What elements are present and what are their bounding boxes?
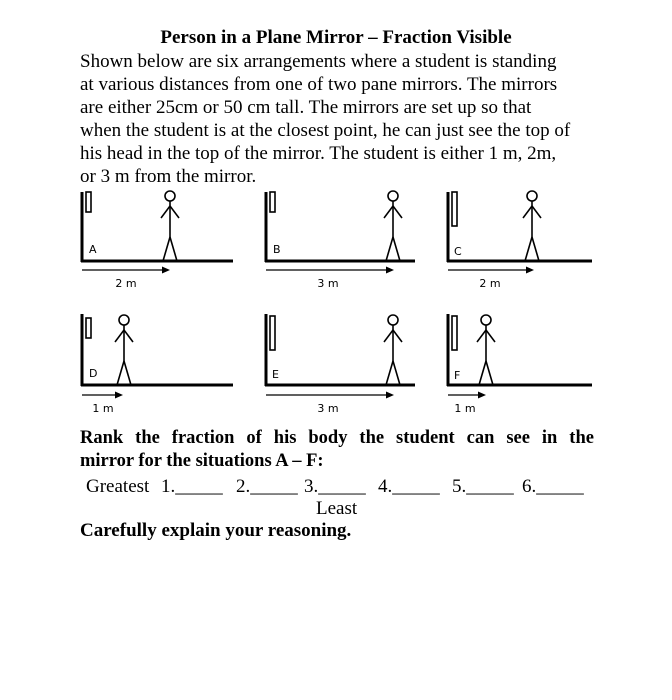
- diagram-label: A: [89, 243, 97, 256]
- least-label: Least: [316, 498, 358, 519]
- rank-slot-4[interactable]: 4._____: [378, 476, 440, 497]
- question-word: his: [273, 428, 297, 448]
- distance-label: 3 m: [317, 277, 339, 290]
- diagram-label: B: [273, 243, 281, 256]
- question-line-2: mirror for the situations A – F:: [80, 451, 324, 471]
- student-figure: [477, 315, 495, 385]
- rank-slot-6[interactable]: 6._____: [522, 476, 584, 497]
- question-word: see: [506, 428, 530, 448]
- question-word: fraction: [171, 428, 235, 448]
- distance-arrow: [82, 392, 123, 399]
- intro-line: Shown below are six arrangements where a student is standing: [80, 51, 557, 72]
- question-word: the: [135, 428, 160, 448]
- distance-arrow: [266, 267, 394, 274]
- mirror: [270, 192, 275, 212]
- diagram-label: C: [454, 245, 462, 258]
- student-figure: [161, 191, 179, 261]
- distance-label: 3 m: [317, 402, 339, 415]
- explain-instruction: Carefully explain your reasoning.: [80, 520, 352, 541]
- distance-label: 1 m: [454, 402, 476, 415]
- mirror: [86, 318, 91, 338]
- question-word: the: [359, 428, 385, 448]
- question-word: Rank: [80, 428, 124, 448]
- rank-slot-1[interactable]: 1._____: [161, 476, 223, 497]
- question-word: of: [246, 428, 262, 448]
- diagram-a: [81, 191, 233, 290]
- question-word: in: [541, 428, 558, 448]
- distance-label: 2 m: [479, 277, 501, 290]
- question-word: student: [396, 428, 455, 448]
- intro-line: his head in the top of the mirror. The student is either 1 m, 2m,: [80, 143, 557, 164]
- ranking-question: [80, 427, 594, 473]
- page-title: Person in a Plane Mirror – Fraction Visible: [160, 27, 512, 48]
- question-word: can: [466, 428, 495, 448]
- mirror: [86, 192, 91, 212]
- distance-arrow: [448, 392, 486, 399]
- distance-label: 2 m: [115, 277, 137, 290]
- diagram-label: E: [272, 368, 279, 381]
- question-word: the: [569, 428, 594, 448]
- diagram-d: [81, 314, 233, 415]
- distance-label: 1 m: [92, 402, 114, 415]
- question-line-1: [80, 427, 594, 450]
- student-figure: [523, 191, 541, 261]
- distance-arrow: [448, 267, 534, 274]
- diagram-label: D: [89, 367, 98, 380]
- greatest-label: Greatest: [86, 476, 150, 497]
- rank-slot-2[interactable]: 2._____: [236, 476, 298, 497]
- diagram-b: [265, 191, 415, 290]
- distance-arrow: [82, 267, 170, 274]
- intro-line: or 3 m from the mirror.: [80, 166, 257, 187]
- distance-arrow: [266, 392, 394, 399]
- diagram-f: [447, 314, 592, 415]
- intro-line: are either 25cm or 50 cm tall. The mirrors are set up so that: [80, 97, 532, 118]
- mirror: [270, 316, 275, 350]
- rank-slot-5[interactable]: 5._____: [452, 476, 514, 497]
- intro-line: at various distances from one of two pane mirrors. The mirrors: [80, 74, 558, 95]
- question-word: body: [308, 428, 348, 448]
- student-figure: [115, 315, 133, 385]
- diagram-label: F: [454, 369, 461, 382]
- mirror: [452, 192, 457, 226]
- student-figure: [384, 191, 402, 261]
- diagram-c: [447, 191, 592, 290]
- rank-slot-3[interactable]: 3._____: [304, 476, 366, 497]
- mirror: [452, 316, 457, 350]
- student-figure: [384, 315, 402, 385]
- diagram-e: [265, 314, 415, 415]
- intro-line: when the student is at the closest point, he can just see the top of: [80, 120, 571, 141]
